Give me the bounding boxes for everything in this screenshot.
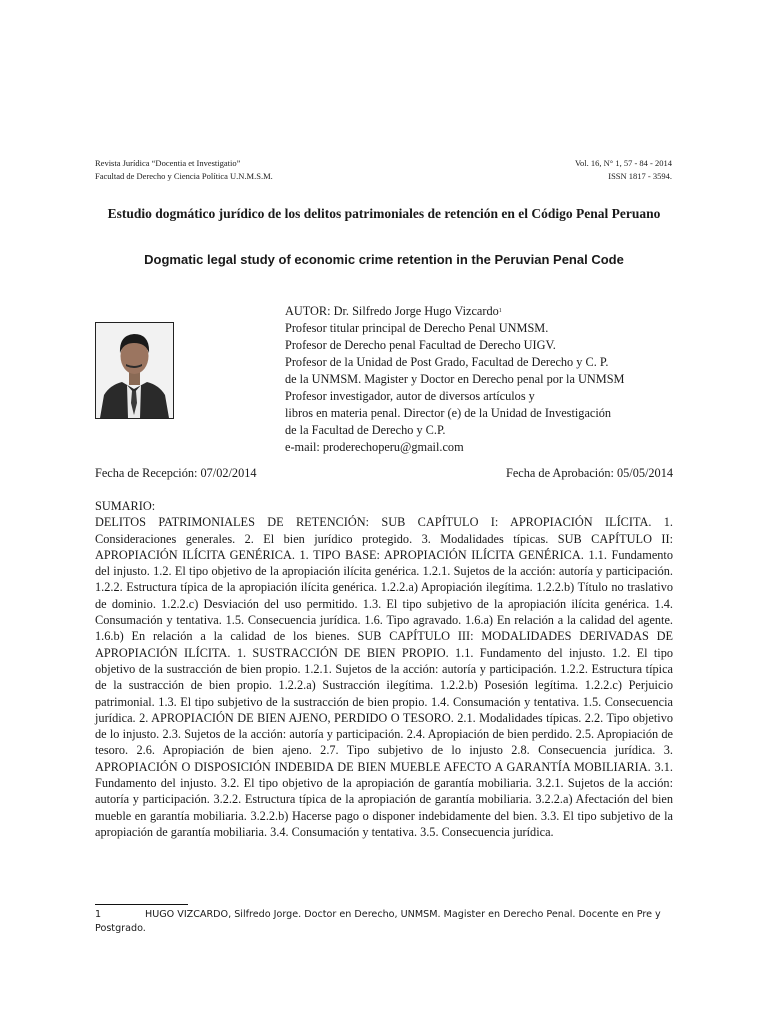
volume-header (575, 157, 672, 183)
issn-info: ISSN 1817 - 3594. (608, 171, 672, 181)
author-affiliation: Profesor de la Unidad de Post Grado, Facultad de Derecho y C. P. (285, 355, 609, 369)
author-affiliation: Profesor titular principal de Derecho Penal UNMSM. (285, 321, 549, 335)
journal-header (95, 157, 273, 183)
volume-info: Vol. 16, N° 1, 57 - 84 - 2014 (575, 158, 672, 168)
footnote-mark[interactable]: 1 (498, 308, 502, 314)
author-affiliation: Profesor de Derecho penal Facultad de Derecho UIGV. (285, 338, 556, 352)
author-name: AUTOR: Dr. Silfredo Jorge Hugo Vizcardo (285, 304, 499, 318)
author-affiliation: de la UNMSM. Magister y Doctor en Derecho penal por la UNMSM (285, 372, 625, 386)
dates-row (95, 465, 673, 482)
author-name-line (285, 303, 685, 320)
author-affiliation: libros en materia penal. Director (e) de la Unidad de Investigación (285, 406, 612, 420)
footnote-divider (95, 904, 188, 905)
journal-name: Revista Jurídica “Docentia et Investigatio” (95, 158, 241, 168)
author-affiliation: Profesor investigador, autor de diversos artículos y (285, 389, 535, 403)
author-block (285, 303, 685, 456)
summary-heading: SUMARIO: (95, 499, 156, 513)
footnote-number: 1 (95, 909, 102, 920)
author-photo (95, 322, 174, 419)
footnote (95, 908, 675, 936)
faculty-name: Facultad de Derecho y Ciencia Política U.N.M.S.M. (95, 171, 273, 181)
title-english: Dogmatic legal study of economic crime retention in the Peruvian Penal Code (144, 252, 624, 267)
approval-date: Fecha de Aprobación: 05/05/2014 (506, 466, 673, 480)
footnote-text: HUGO VIZCARDO, Silfredo Jorge. Doctor en Derecho, UNMSM. Magister en Derecho Penal. Docente en Pre y Postgrado. (95, 909, 661, 934)
title-spanish: Estudio dogmático jurídico de los delitos patrimoniales de retención en el Código Penal Peruano (107, 206, 661, 221)
summary-body: DELITOS PATRIMONIALES DE RETENCIÓN: SUB CAPÍTULO I: APROPIACIÓN ILÍCITA. 1. Consideraciones generales. 2. El bien jurídico protegido. 3. Modalidades típicas. SUB CAPÍTULO II: APROPIACIÓN ILÍCITA GENÉRICA. 1. TIPO BASE: APROPIACIÓN ILÍCITA GENÉRICA. 1.1. Fundamento del injusto. 1.2. El tipo objetivo de la apropiación ilícita genérica. 1.2.1. Sujetos de la acción: autoría y participación. 1.2.2. Estructura típica de la apropiación ilícita genérica. 1.2.2.a) Apropiación ilegítima. 1.2.2.b) Título no traslativo de dominio. 1.2.2.c) Desviación del uso permitido. 1.3. El tipo subjetivo de la apropiación ilícita genérica. 1.4. Consumación y tentativa. 1.5. Consecuencia jurídica. 1.6. Tipo agravado. 1.6.a) En relación a la calidad del agente. 1.6.b) En relación a la calidad de los bienes. SUB CAPÍTULO III: MODALIDADES DERIVADAS DE APROPIACIÓN ILÍCITA. 1. SUSTRACCIÓN DE BIEN PROPIO. 1.1. Fundamento del injusto. 1.2. El tipo objetivo de la sustracción de bien propio. 1.2.1. Sujetos de la acción: autoría y participación. 1.2.2. Estructura típica de la sustracción de bien propio. 1.2.2.a) Sustracción ilegítima. 1.2.2.b) Posesión legítima. 1.2.2.c) Perjuicio patrimonial. 1.3. El tipo subjetivo de la sustracción de bien propio. 1.4. Consumación y tentativa. 1.5. Consecuencia jurídica. 2. APROPIACIÓN DE BIEN AJENO, PERDIDO O TESORO. 2.1. Modalidades típicas. 2.2. Tipo objetivo de lo injusto. 2.3. Sujetos de la acción: autoría y participación. 2.4. Apropiación de bien perdido. 2.5. Apropiación de tesoro. 2.6. Apropiación de bien ajeno. 2.7. Tipo subjetivo de lo injusto 2.8. Consecuencia jurídica. 3. APROPIACIÓN O DISPOSICIÓN INDEBIDA DE BIEN MUEBLE AFECTO A GARANTÍA MOBILIARIA. 3.1. Fundamento del injusto. 3.2. El tipo objetivo de la apropiación de garantía mobiliaria. 3.2.1. Sujetos de la acción: autoría y participación. 3.2.2. Estructura típica de la apropiación de garantía mobiliaria. 3.2.2.a) Afectación del bien mueble en garantía mobiliaria. 3.2.2.b) Hacerse pago o disponer indebidamente del bien. 3.3. El tipo subjetivo de la apropiación de garantía mobiliaria. 3.4. Consumación y tentativa. 3.5. Consecuencia jurídica. (95, 515, 673, 839)
summary-section (95, 498, 673, 840)
author-email: e-mail: proderechoperu@gmail.com (285, 440, 464, 454)
author-affiliation: de la Facultad de Derecho y C.P. (285, 423, 446, 437)
reception-date: Fecha de Recepción: 07/02/2014 (95, 466, 257, 480)
author-portrait-icon (96, 323, 173, 418)
